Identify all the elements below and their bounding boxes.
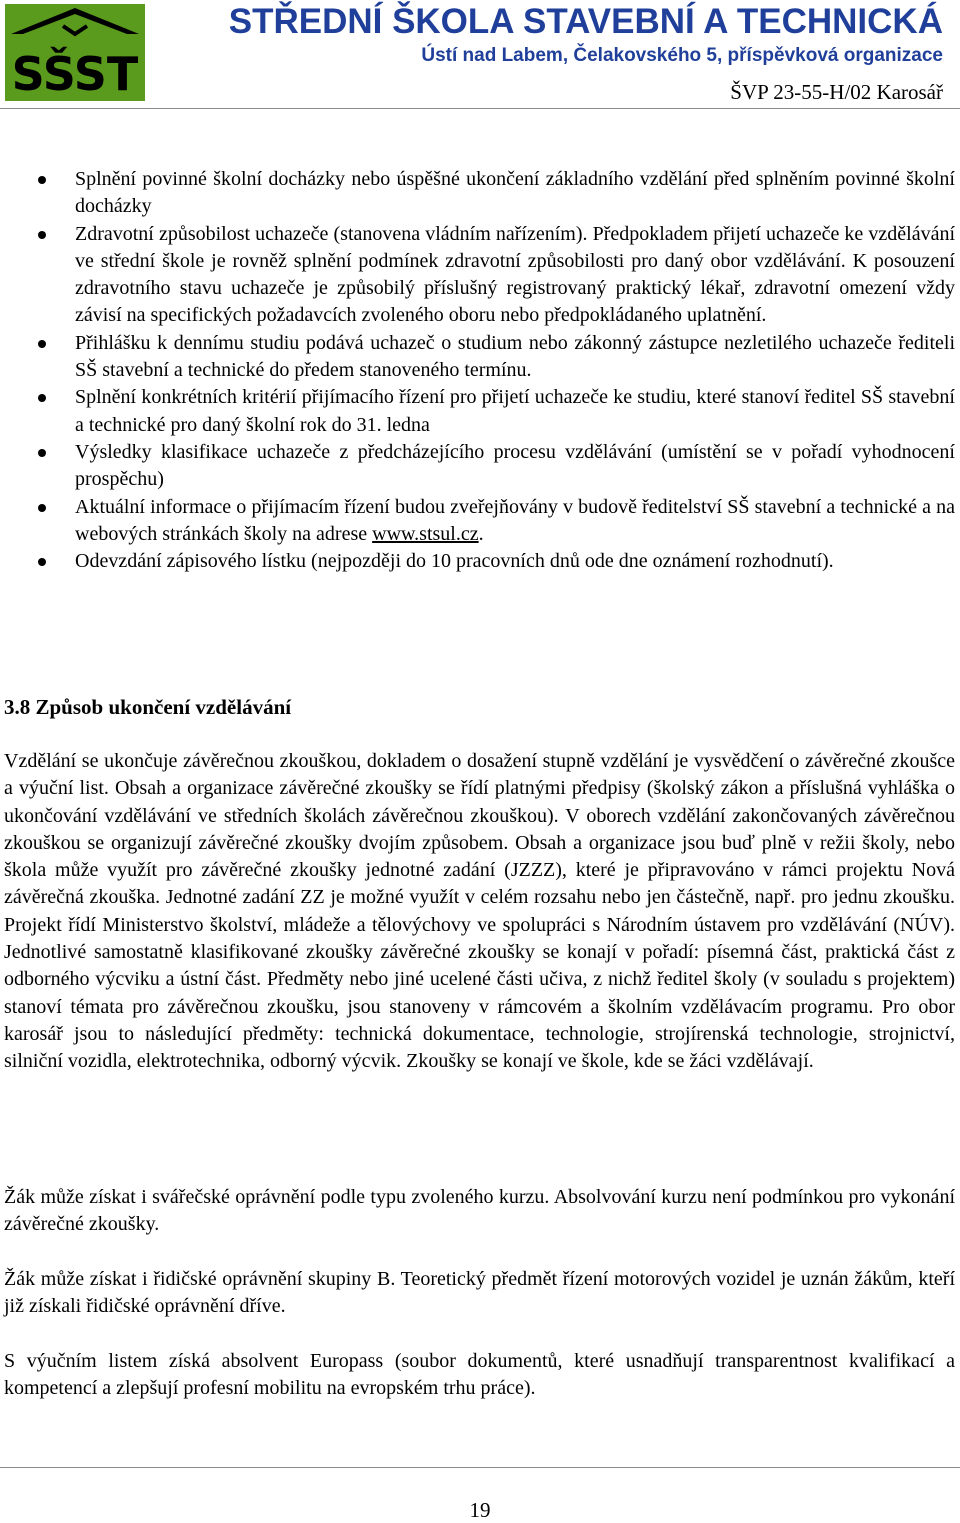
school-name: STŘEDNÍ ŠKOLA STAVEBNÍ A TECHNICKÁ [228,2,943,41]
paragraph-driving-license: Žák může získat i řidičské oprávnění skupiny B. Teoretický předmět řízení motorových vozidel je uznán žákům, kteří již získali řidičské oprávnění dříve. [4,1268,955,1318]
page-number: 19 [469,1498,491,1522]
list-item-text: Splnění povinné školní docházky nebo úspěšné ukončení základního vzdělání před splněním povinné školní docházky [75,168,955,218]
paragraph-final-exam: Vzdělání se ukončuje závěrečnou zkouškou, dokladem o dosažení stupně vzdělání je vysvědčení o závěrečné zkoušce a výuční list. Obsah a organizace závěrečné zkoušky se řídí platnými předpisy (školský zákon a příslušná vyhláška o ukončování vzdělávání ve středních školách závěrečnou zkouškou). V oborech vzdělání zakončovaných závěrečnou zkouškou se organizují závěrečné zkoušky dvojím způsobem. Obsah a organizace jsou buď plně v režii školy, nebo škola může využít pro závěrečné zkoušky jednotné zadání (JZZZ), které je připravováno v rámci projektu Nová závěrečná zkouška. Jednotné zadání ZZ je možné využít v celém rozsahu nebo jen částečně, např. pro jednu zkoušku. Projekt řídí Ministerstvo školství, mládeže a tělovýchovy ve spolupráci s Národním ústavem pro vzdělávání (NÚV). Jednotlivé samostatně klasifikované zkoušky závěrečné zkoušky se konají v pořadí: písemná část, praktická část z odborného výcviku a ústní část. Předměty nebo jiné ucelené části učiva, z nichž ředitel školy (v souladu s projektem) stanoví témata pro závěrečnou zkoušku, jsou stanoveny v rámcovém a školním vzdělávacím programu. Pro obor karosář jsou to následující předměty: technická dokumentace, technologie, strojírenská technologie, strojnictví, silniční vozidla, elektrotechnika, odborný výcvik. Zkoušky se konají ve škole, kde se žáci vzdělávají. [4,750,955,1073]
school-logo [5,4,145,101]
school-address: Ústí nad Labem, Čelakovského 5, příspěvková organizace [421,45,943,66]
list-item-text: Odevzdání zápisového lístku (nejpozději do 10 pracovních dnů ode dne oznámení rozhodnutí). [75,550,834,573]
list-item [0,439,960,494]
bullet-icon [38,504,46,512]
list-item-text: Přihlášku k dennímu studiu podává uchazeč o studium nebo zákonný zástupce nezletilého uchazeče řediteli SŠ stavební a technické do předem stanoveného termínu. [75,331,955,382]
list-item-text: Splnění konkrétních kritérií přijímacího řízení pro přijetí uchazeče ke studiu, které stanoví ředitel SŠ stavební a technické pro daný školní rok do 31. ledna [75,386,955,436]
list-item [0,494,960,549]
bullet-icon [38,340,46,348]
list-item-text: Zdravotní způsobilost uchazeče (stanovena vládním nařízením). Předpokladem přijetí uchazeče ke vzdělávání ve střední škole je rovněž splnění podmínek zdravotní způsobilosti pro daný obor vzdělávání. K posouzení zdravotního stavu uchazeče je způsobilý příslušný registrovaný praktický lékař, zdravotní omezení vždy závisí na specifických požadavcích zvoleného oboru nebo předpokládaného uplatnění. [75,222,955,327]
program-code: ŠVP 23-55-H/02 Karosář [730,80,943,104]
footer-divider [0,1467,960,1468]
list-item-text: Výsledky klasifikace uchazeče z předcházejícího procesu vzdělávání (umístění se v pořadí vyhodnocení prospěchu) [75,440,955,491]
list-item [0,384,960,439]
school-website-link[interactable]: www.stsul.cz [372,522,479,545]
admission-requirements-list [0,166,960,575]
bullet-icon [38,449,46,457]
list-item-text-end: . [478,522,484,545]
svg-text:SŠST: SŠST [11,47,139,101]
list-item [0,330,960,385]
list-item [0,221,960,330]
bullet-icon [38,394,46,402]
page-header [0,0,960,108]
section-heading: 3.8 Způsob ukončení vzdělávání [4,695,292,719]
paragraph-europass: S výučním listem získá absolvent Europass (soubor dokumentů, které usnadňují transparentnost kvalifikací a kompetencí a zlepšují profesní mobilitu na evropském trhu práce). [4,1350,955,1400]
bullet-icon [38,558,46,566]
bullet-icon [38,231,46,239]
bullet-icon [38,176,46,184]
paragraph-welding-license: Žák může získat i svářečské oprávnění podle typu zvoleného kurzu. Absolvování kurzu není podmínkou pro vykonání závěrečné zkoušky. [4,1186,955,1236]
list-item [0,548,960,575]
header-divider [0,108,960,109]
list-item-text: Aktuální informace o přijímacím řízení budou zveřejňovány v budově ředitelství SŠ stavební a technické a na webových stránkách školy na adrese [75,495,955,545]
list-item [0,166,960,221]
